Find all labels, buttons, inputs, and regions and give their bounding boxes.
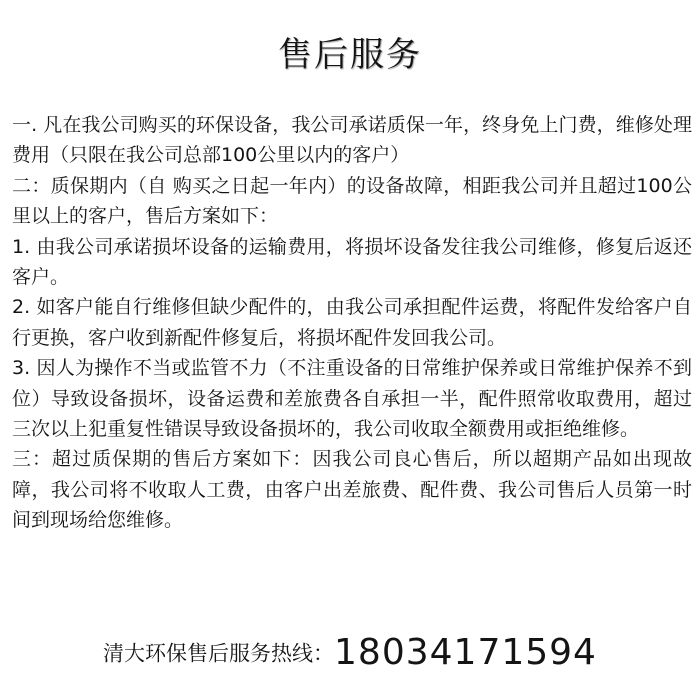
term-paragraph-4: 2. 如客户能自行维修但缺少配件的，由我公司承担配件运费，将配件发给客户自行更换，客户收到新配件修复后，将损坏配件发回我公司。: [12, 296, 692, 349]
hotline-label: 清大环保售后服务热线：: [103, 641, 335, 666]
term-paragraph-1: 一. 凡在我公司购买的环保设备，我公司承诺质保一年，终身免上门费，维修处理费用（只限在我公司总部100公里以内的客户）: [12, 114, 692, 167]
term-paragraph-5: 3. 因人为操作不当或监管不力（不注重设备的日常维护保养或日常维护保养不到位）导致设备损坏，设备运费和差旅费各自承担一半，配件照常收取费用，超过三次以上犯重复性错误导致设备损坏的，我公司收取全额费用或拒绝维修。: [12, 357, 692, 441]
term-paragraph-2: 二：质保期内（自 购买之日起一年内）的设备故障，相距我公司并且超过100公里以上的客户，售后方案如下：: [12, 174, 692, 228]
service-terms: [12, 110, 692, 536]
service-hotline: [0, 632, 700, 673]
term-paragraph-6: 三：超过质保期的售后方案如下：因我公司良心售后，所以超期产品如出现故障，我公司将不收取人工费，由客户出差旅费、配件费、我公司售后人员第一时间到现场给您维修。: [12, 448, 692, 532]
term-paragraph-3: 1. 由我公司承诺损坏设备的运输费用，将损坏设备发往我公司维修，修复后返还客户。: [12, 235, 692, 289]
page-title: 售后服务: [278, 35, 422, 75]
hotline-number: 18034171594: [334, 632, 597, 673]
